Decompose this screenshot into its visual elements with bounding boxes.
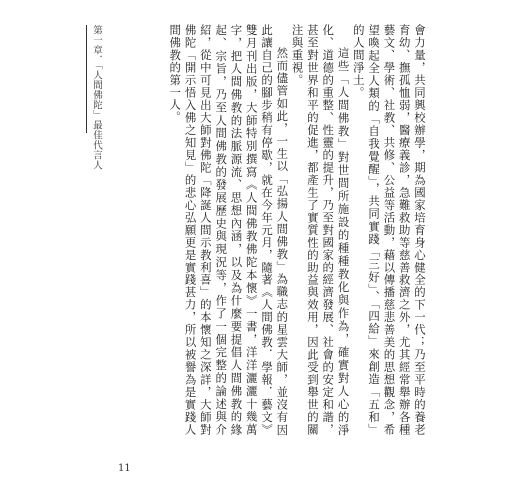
header-divider (86, 25, 87, 133)
running-head: 第一章．「人間佛陀」最佳代言人 (91, 25, 102, 171)
body-text (113, 24, 427, 436)
paragraph-2: 這些「人間佛教」對世間所施設的種種教化與作為，確實對人心的淨化、道德的重整、性靈的提升，乃至對國家的經濟發展、社會的安定和諧，甚至對世界和平的促進，都產生了實質性的助益與效用，因此受到舉世的關注與重視。 (290, 24, 351, 436)
page-number: 11 (118, 463, 131, 474)
paragraph-1: 會力量，共同興校辦學，期為國家培育身心健全的下一代；乃至平時的養老育幼、撫孤恤弱，醫療義診，急難救助等慈善救濟之外，尤其經常舉辦各種藝文、學術、社教、共修、公益等活動，藉以傳播慈悲善美的思想觀念，希望喚起全人類的「自我覺醒」，共同實踐「三好」、「四給」來創造「五和」的人間淨土。 (351, 24, 427, 436)
paragraph-3: 然而儘管如此，一生以「弘揚人間佛教」為職志的星雲大師，並沒有因此讓自己的腳步稍有停歇，就在今年元月，隨著《人間佛教．學報．藝文》雙月刊出版，大師特別撰寫《人間佛教佛陀本懷》一書，洋洋灑灑十幾萬字，把人間佛教的法脈源流、思想內涵，以及為什麼要提倡人間佛教的緣起、宗旨，乃至人間佛教的發展歷史與現況等，作了一個完整的論述與介紹，從中可見出大師對佛陀「降誕人間示教利喜」的本懷知之深詳，大師對佛陀「開示悟入佛之知見」的悲心弘願更是實踐甚力，所以被譽為是實踐人間佛教的第一人。 (168, 24, 290, 436)
